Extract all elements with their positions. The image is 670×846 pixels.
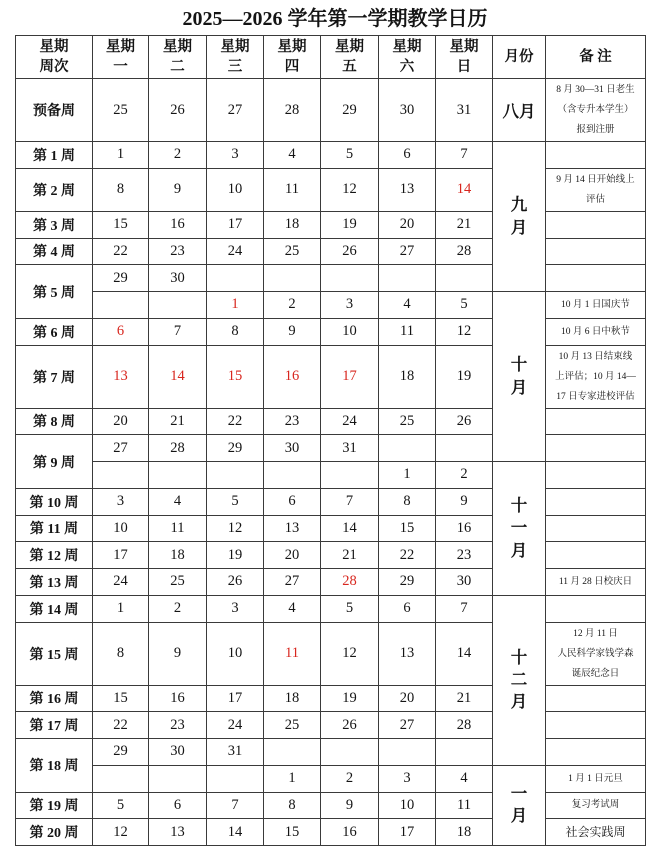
day-cell: 31 — [207, 739, 264, 766]
day-cell-holiday: 14 — [149, 345, 207, 408]
day-cell-empty — [149, 462, 207, 489]
day-cell: 13 — [264, 515, 321, 542]
remark-cell — [546, 211, 646, 238]
day-cell-empty — [379, 265, 436, 292]
header-remarks-column: 备 注 — [546, 36, 646, 79]
day-cell: 8 — [379, 488, 436, 515]
remark-cell — [546, 168, 646, 211]
day-cell-empty — [436, 265, 493, 292]
week-label: 预备周 — [16, 79, 93, 142]
day-cell: 22 — [207, 408, 264, 435]
day-cell: 25 — [149, 569, 207, 596]
day-cell: 12 — [93, 819, 149, 846]
month-cell — [493, 462, 546, 596]
month-cell — [493, 292, 546, 462]
day-cell: 2 — [264, 292, 321, 319]
day-cell: 9 — [149, 168, 207, 211]
day-cell: 30 — [264, 435, 321, 462]
header-month-column: 月份 — [493, 36, 546, 79]
calendar-table — [15, 35, 646, 846]
day-cell: 5 — [207, 488, 264, 515]
day-cell: 9 — [264, 318, 321, 345]
day-cell: 27 — [379, 712, 436, 739]
remark-cell — [546, 345, 646, 408]
day-cell: 15 — [93, 685, 149, 712]
header-line: 星期 — [106, 39, 135, 55]
week-label: 第 3 周 — [16, 211, 93, 238]
day-cell-empty — [379, 435, 436, 462]
day-cell-empty — [264, 462, 321, 489]
remark-line: 1 月 1 日元旦 — [568, 773, 623, 784]
week-row — [16, 79, 646, 142]
week-label: 第 12 周 — [16, 542, 93, 569]
week-row — [16, 542, 646, 569]
remark-cell — [546, 142, 646, 169]
day-cell: 28 — [149, 435, 207, 462]
day-cell: 13 — [149, 819, 207, 846]
day-cell-holiday: 16 — [264, 345, 321, 408]
week-label: 第 8 周 — [16, 408, 93, 435]
header-weekday-4 — [264, 36, 321, 79]
day-cell: 14 — [321, 515, 379, 542]
month-label: 八月 — [502, 102, 536, 121]
day-cell: 26 — [321, 238, 379, 265]
day-cell: 23 — [436, 542, 493, 569]
day-cell: 19 — [321, 211, 379, 238]
header-line: 六 — [399, 59, 415, 75]
header-line: 星期 — [163, 39, 192, 55]
day-cell: 27 — [264, 569, 321, 596]
remark-cell — [546, 462, 646, 489]
day-cell: 1 — [93, 142, 149, 169]
remark-cell — [546, 595, 646, 622]
header-weekday-6 — [379, 36, 436, 79]
header-line: 星期 — [277, 39, 307, 55]
day-cell: 19 — [207, 542, 264, 569]
header-week-column — [16, 36, 93, 79]
day-cell: 28 — [436, 712, 493, 739]
day-cell-empty — [379, 739, 436, 766]
remark-line: 10 月 1 日国庆节 — [561, 299, 630, 310]
week-row — [16, 622, 646, 685]
week-label: 第 2 周 — [16, 168, 93, 211]
day-cell: 29 — [93, 739, 149, 766]
day-cell: 30 — [379, 79, 436, 142]
day-cell: 22 — [379, 542, 436, 569]
day-cell: 15 — [93, 211, 149, 238]
day-cell-empty — [321, 265, 379, 292]
day-cell: 24 — [321, 408, 379, 435]
week-label: 第 18 周 — [16, 739, 93, 793]
day-cell: 1 — [264, 765, 321, 792]
day-cell: 23 — [149, 712, 207, 739]
day-cell: 26 — [149, 79, 207, 142]
day-cell: 25 — [264, 238, 321, 265]
week-label: 第 19 周 — [16, 792, 93, 819]
remark-line: 8 月 30—31 日老生 — [556, 85, 635, 95]
day-cell: 17 — [207, 685, 264, 712]
day-cell: 27 — [207, 79, 264, 142]
week-label: 第 15 周 — [16, 622, 93, 685]
remark-cell — [546, 542, 646, 569]
day-cell-empty — [93, 292, 149, 319]
week-row — [16, 685, 646, 712]
remark-line: 社会实践周 — [565, 825, 626, 840]
month-cell — [493, 595, 546, 765]
day-cell: 11 — [149, 515, 207, 542]
day-cell: 23 — [149, 238, 207, 265]
remark-cell — [546, 408, 646, 435]
remark-line: 复习考试周 — [571, 800, 620, 811]
remark-line: 17 日专家进校评估 — [556, 391, 635, 402]
remark-cell — [546, 739, 646, 766]
day-cell: 12 — [207, 515, 264, 542]
day-cell: 13 — [379, 622, 436, 685]
month-cell — [493, 765, 546, 845]
day-cell-holiday: 28 — [321, 569, 379, 596]
day-cell: 23 — [264, 408, 321, 435]
day-cell: 26 — [207, 569, 264, 596]
week-label: 第 7 周 — [16, 345, 93, 408]
day-cell: 15 — [379, 515, 436, 542]
week-label: 第 4 周 — [16, 238, 93, 265]
day-cell: 20 — [379, 685, 436, 712]
day-cell-empty — [149, 292, 207, 319]
day-cell: 1 — [93, 595, 149, 622]
day-cell: 6 — [379, 142, 436, 169]
day-cell: 31 — [321, 435, 379, 462]
remark-cell — [546, 292, 646, 319]
month-label: 十月 — [510, 355, 528, 397]
week-label: 第 20 周 — [16, 819, 93, 846]
header-line: 五 — [342, 59, 357, 75]
day-cell: 8 — [93, 168, 149, 211]
day-cell: 11 — [264, 168, 321, 211]
day-cell: 22 — [93, 238, 149, 265]
day-cell: 16 — [149, 685, 207, 712]
day-cell: 16 — [321, 819, 379, 846]
day-cell: 24 — [93, 569, 149, 596]
day-cell: 24 — [207, 238, 264, 265]
week-row — [16, 515, 646, 542]
day-cell: 28 — [436, 238, 493, 265]
week-row — [16, 435, 646, 462]
day-cell-holiday: 1 — [207, 292, 264, 319]
header-weekday-3 — [207, 36, 264, 79]
header-weekday-5 — [321, 36, 379, 79]
day-cell: 10 — [379, 792, 436, 819]
week-label: 第 1 周 — [16, 142, 93, 169]
day-cell: 18 — [264, 211, 321, 238]
day-cell: 10 — [321, 318, 379, 345]
remark-cell — [546, 819, 646, 846]
remark-cell — [546, 622, 646, 685]
day-cell: 6 — [379, 595, 436, 622]
day-cell: 3 — [321, 292, 379, 319]
week-row — [16, 408, 646, 435]
day-cell: 17 — [207, 211, 264, 238]
day-cell: 10 — [207, 168, 264, 211]
header-line: 星期 — [392, 39, 422, 55]
day-cell: 21 — [321, 542, 379, 569]
remark-line: 10 月 6 日中秋节 — [561, 326, 630, 337]
remark-cell — [546, 435, 646, 462]
remark-cell — [546, 792, 646, 819]
day-cell-holiday: 17 — [321, 345, 379, 408]
day-cell: 10 — [207, 622, 264, 685]
day-cell: 8 — [264, 792, 321, 819]
day-cell: 9 — [321, 792, 379, 819]
week-row — [16, 168, 646, 211]
day-cell: 5 — [321, 595, 379, 622]
header-line: 周次 — [39, 59, 69, 75]
header-weekday-7 — [436, 36, 493, 79]
day-cell-empty — [207, 765, 264, 792]
day-cell-empty — [264, 265, 321, 292]
day-cell: 12 — [321, 168, 379, 211]
remark-cell — [546, 765, 646, 792]
remark-cell — [546, 712, 646, 739]
day-cell: 18 — [264, 685, 321, 712]
day-cell: 28 — [264, 79, 321, 142]
day-cell: 20 — [264, 542, 321, 569]
day-cell: 3 — [93, 488, 149, 515]
day-cell: 7 — [436, 595, 493, 622]
header-line: 日 — [456, 59, 472, 75]
day-cell: 2 — [436, 462, 493, 489]
day-cell: 21 — [436, 211, 493, 238]
header-line: 星期 — [39, 39, 69, 55]
header-weekday-1 — [93, 36, 149, 79]
remark-line: 11 月 28 日校庆日 — [558, 576, 633, 587]
day-cell: 27 — [379, 238, 436, 265]
day-cell: 20 — [93, 408, 149, 435]
day-cell: 19 — [436, 345, 493, 408]
day-cell: 20 — [379, 211, 436, 238]
day-cell: 4 — [436, 765, 493, 792]
day-cell: 4 — [379, 292, 436, 319]
day-cell: 14 — [207, 819, 264, 846]
day-cell: 7 — [321, 488, 379, 515]
week-row — [16, 211, 646, 238]
day-cell-empty — [321, 739, 379, 766]
remark-cell — [546, 488, 646, 515]
day-cell: 25 — [264, 712, 321, 739]
day-cell: 7 — [207, 792, 264, 819]
day-cell: 16 — [436, 515, 493, 542]
day-cell: 29 — [207, 435, 264, 462]
day-cell: 9 — [436, 488, 493, 515]
week-row — [16, 142, 646, 169]
week-row — [16, 819, 646, 846]
day-cell: 18 — [379, 345, 436, 408]
week-row — [16, 569, 646, 596]
day-cell: 29 — [321, 79, 379, 142]
day-cell: 12 — [321, 622, 379, 685]
day-cell-empty — [149, 765, 207, 792]
week-row — [16, 238, 646, 265]
month-label: 九月 — [510, 195, 528, 237]
week-row — [16, 265, 646, 292]
calendar-body — [16, 79, 646, 846]
remark-cell — [546, 685, 646, 712]
week-label: 第 17 周 — [16, 712, 93, 739]
day-cell: 18 — [149, 542, 207, 569]
day-cell: 25 — [379, 408, 436, 435]
week-row — [16, 712, 646, 739]
day-cell: 31 — [436, 79, 493, 142]
remark-cell — [546, 79, 646, 142]
day-cell-holiday: 14 — [436, 168, 493, 211]
day-cell: 21 — [436, 685, 493, 712]
day-cell: 27 — [93, 435, 149, 462]
header-line: 星期 — [220, 39, 250, 55]
remark-cell — [546, 265, 646, 292]
day-cell-empty — [436, 739, 493, 766]
day-cell-empty — [321, 462, 379, 489]
day-cell: 11 — [379, 318, 436, 345]
week-row — [16, 739, 646, 766]
day-cell: 6 — [264, 488, 321, 515]
day-cell: 2 — [149, 142, 207, 169]
day-cell: 21 — [149, 408, 207, 435]
day-cell: 4 — [264, 142, 321, 169]
day-cell: 3 — [379, 765, 436, 792]
day-cell: 5 — [436, 292, 493, 319]
remark-line: 10 月 13 日结束线 — [558, 351, 633, 362]
day-cell: 22 — [93, 712, 149, 739]
week-row — [16, 765, 646, 792]
day-cell: 17 — [93, 542, 149, 569]
day-cell: 8 — [93, 622, 149, 685]
day-cell: 3 — [207, 595, 264, 622]
day-cell: 4 — [149, 488, 207, 515]
header-line: 星期 — [449, 39, 479, 55]
day-cell: 2 — [149, 595, 207, 622]
month-label: 一月 — [510, 784, 528, 826]
remark-line: 评估 — [585, 194, 605, 205]
week-label: 第 13 周 — [16, 569, 93, 596]
week-label: 第 16 周 — [16, 685, 93, 712]
day-cell: 12 — [436, 318, 493, 345]
day-cell: 3 — [207, 142, 264, 169]
week-row — [16, 318, 646, 345]
day-cell-holiday: 6 — [93, 318, 149, 345]
week-row — [16, 462, 646, 489]
day-cell: 26 — [436, 408, 493, 435]
month-cell — [493, 142, 546, 292]
month-label: 十二月 — [510, 647, 528, 712]
day-cell: 4 — [264, 595, 321, 622]
calendar-header — [16, 36, 646, 79]
day-cell: 30 — [149, 265, 207, 292]
day-cell: 2 — [321, 765, 379, 792]
remark-line: 12 月 11 日 — [573, 628, 618, 639]
day-cell-holiday: 11 — [264, 622, 321, 685]
remark-line: 诞辰纪念日 — [571, 668, 620, 679]
day-cell: 17 — [379, 819, 436, 846]
week-label: 第 5 周 — [16, 265, 93, 319]
day-cell: 30 — [436, 569, 493, 596]
remark-line: 上评估；10 月 14— — [555, 371, 636, 382]
header-row — [16, 36, 646, 79]
day-cell-empty — [207, 462, 264, 489]
week-label: 第 11 周 — [16, 515, 93, 542]
day-cell-empty — [264, 739, 321, 766]
remark-line: 报到注册 — [576, 125, 615, 135]
remark-cell — [546, 515, 646, 542]
day-cell-empty — [436, 435, 493, 462]
day-cell: 24 — [207, 712, 264, 739]
day-cell: 25 — [93, 79, 149, 142]
week-row — [16, 345, 646, 408]
day-cell: 16 — [149, 211, 207, 238]
remark-cell — [546, 318, 646, 345]
month-cell — [493, 79, 546, 142]
remark-line: （含专升本学生） — [557, 105, 634, 115]
week-label: 第 6 周 — [16, 318, 93, 345]
remark-line: 9 月 14 日开始线上 — [556, 174, 635, 185]
day-cell: 14 — [436, 622, 493, 685]
day-cell: 5 — [93, 792, 149, 819]
remark-line: 人民科学家钱学森 — [557, 648, 634, 659]
header-line: 三 — [227, 59, 243, 75]
month-label: 十一月 — [510, 495, 528, 560]
header-line: 四 — [284, 59, 300, 75]
header-line: 星期 — [335, 39, 364, 55]
day-cell: 11 — [436, 792, 493, 819]
day-cell: 8 — [207, 318, 264, 345]
day-cell: 7 — [436, 142, 493, 169]
day-cell: 29 — [93, 265, 149, 292]
week-label: 第 9 周 — [16, 435, 93, 489]
day-cell: 18 — [436, 819, 493, 846]
day-cell-holiday: 13 — [93, 345, 149, 408]
header-line: 一 — [113, 59, 128, 75]
day-cell: 19 — [321, 685, 379, 712]
week-label: 第 10 周 — [16, 488, 93, 515]
day-cell: 5 — [321, 142, 379, 169]
header-line: 二 — [170, 59, 185, 75]
remark-cell — [546, 238, 646, 265]
day-cell-empty — [93, 765, 149, 792]
day-cell: 30 — [149, 739, 207, 766]
header-weekday-2 — [149, 36, 207, 79]
day-cell: 9 — [149, 622, 207, 685]
day-cell-empty — [93, 462, 149, 489]
day-cell: 15 — [264, 819, 321, 846]
day-cell: 29 — [379, 569, 436, 596]
remark-cell — [546, 569, 646, 596]
week-row — [16, 595, 646, 622]
day-cell: 13 — [379, 168, 436, 211]
day-cell: 10 — [93, 515, 149, 542]
day-cell: 26 — [321, 712, 379, 739]
day-cell-empty — [207, 265, 264, 292]
week-label: 第 14 周 — [16, 595, 93, 622]
day-cell-holiday: 15 — [207, 345, 264, 408]
week-row — [16, 488, 646, 515]
day-cell: 7 — [149, 318, 207, 345]
day-cell: 6 — [149, 792, 207, 819]
calendar-title: 2025—2026 学年第一学期教学日历 — [182, 8, 488, 30]
week-row — [16, 292, 646, 319]
week-row — [16, 792, 646, 819]
day-cell: 1 — [379, 462, 436, 489]
